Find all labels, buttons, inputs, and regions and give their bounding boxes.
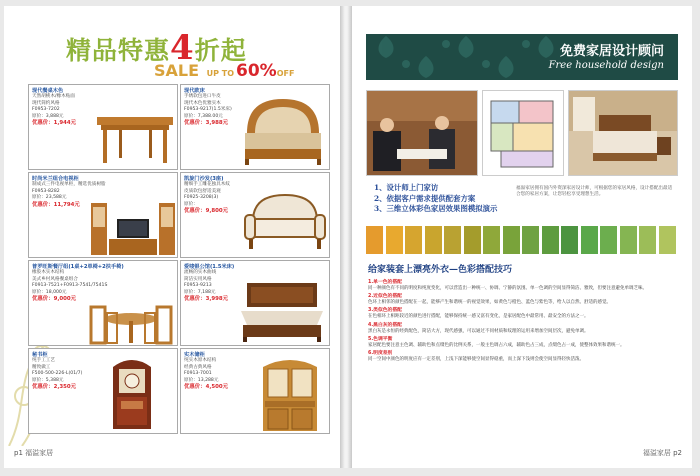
product-desc: 皮质软包舒适美观 <box>184 188 221 194</box>
page-folio-right: 福溢家居 p2 <box>642 449 682 457</box>
product-desc: 纯手工工艺 <box>32 358 55 364</box>
color-swatch <box>464 226 481 254</box>
headline-number: 4 <box>170 28 195 68</box>
product-name: 实木储柜 <box>184 352 205 358</box>
color-swatch <box>522 226 539 254</box>
product-name: 现代欧床 <box>184 88 205 94</box>
product-code: F0953-9213 <box>184 283 212 289</box>
product-card[interactable] <box>28 348 178 434</box>
product-desc: 现代木色优雅实木 <box>184 100 221 106</box>
spread-gutter <box>340 6 352 468</box>
product-code: F0953-8282 <box>32 188 60 194</box>
right-page <box>352 6 692 468</box>
product-original-price: 原价：7,188元 <box>184 289 216 295</box>
color-swatch <box>659 226 676 254</box>
product-code: F0913-7521+F0913-7541/7541S <box>32 283 108 289</box>
product-original-price: 原价：5,388元 <box>32 377 64 383</box>
tip-heading: 4.黑白灰的搭配 <box>368 322 402 328</box>
color-swatch <box>561 226 578 254</box>
product-name: 爱唛银公馆(1.5米床) <box>184 264 235 270</box>
product-sale-price: 优惠价：9,000元 <box>32 296 77 303</box>
service-list <box>374 183 497 215</box>
floorplan-image <box>482 90 564 176</box>
product-info <box>184 88 246 126</box>
china-cabinet-image <box>259 353 321 433</box>
tip-text: 同一空间中颜色的明度应有一定差别，上浅下深能够使空间显得稳重，而上深下浅则会使空间显得轻快活泼。 <box>368 357 584 363</box>
product-original-price: 原价： <box>184 201 198 207</box>
color-swatch <box>386 226 403 254</box>
sale-tagline <box>154 61 294 81</box>
left-page <box>4 6 340 468</box>
product-card[interactable] <box>180 172 330 258</box>
bedroom-render-image <box>568 90 678 176</box>
color-swatch <box>425 226 442 254</box>
tip-text: 家居配色要注意主色调、辅助色和点缀色的比例关系，一般主色调占六成，辅助色占三成，点缀色占一成，使整体效果和谐统一。 <box>368 342 625 348</box>
product-info <box>184 352 246 390</box>
product-desc: 天然胡桃木/橡木贴面 <box>32 94 75 100</box>
product-name: 凯旋门沙发(3座) <box>184 176 224 182</box>
product-original-price: 原价：13,288元 <box>184 377 219 383</box>
consultation-photo <box>366 90 478 176</box>
dining-set-image <box>85 299 177 345</box>
page-folio-left: p1 福溢家居 <box>14 449 54 457</box>
product-name: 现代餐桌木色 <box>32 88 64 94</box>
product-code: F0953-7202 <box>32 107 60 113</box>
tip-text: 在色相环上相距较近的颜色进行搭配，能够保持统一感又富有变化，是家居配色中最常用、最安全的方法之一。 <box>368 314 589 320</box>
product-grid <box>28 84 330 434</box>
product-card[interactable] <box>28 260 178 346</box>
product-desc: 精致做工 <box>32 364 51 370</box>
sale-off: OFF <box>276 69 295 78</box>
product-sale-price: 优惠价：3,988元 <box>184 120 229 127</box>
headline-text-2: 折起 <box>194 36 247 65</box>
product-card[interactable] <box>180 84 330 170</box>
product-desc: 橡胶木实木结构 <box>32 270 65 276</box>
sale-word: SALE <box>154 61 200 80</box>
product-info <box>32 264 172 302</box>
tip-heading: 6.明度差别 <box>368 350 393 356</box>
color-swatch <box>483 226 500 254</box>
secretary-cabinet-image <box>107 353 157 433</box>
sale-upto: UP TO <box>206 69 235 78</box>
product-sale-price: 优惠价：3,998元 <box>184 296 229 303</box>
color-swatch <box>366 226 383 254</box>
product-desc: 现代简约风格 <box>32 100 60 106</box>
product-desc: 经典古典风格 <box>184 364 212 370</box>
color-swatch <box>581 226 598 254</box>
sofa-image <box>243 187 327 253</box>
product-original-price: 原价：18,000元 <box>32 289 67 295</box>
product-original-price: 原价：23,588元 <box>32 195 67 201</box>
color-swatch <box>444 226 461 254</box>
headline-text-1: 精品特惠 <box>66 36 171 65</box>
color-swatch <box>639 226 656 254</box>
product-desc: 美式乡村风格餐桌组合 <box>32 276 78 282</box>
product-code: F0953-9217(1.5米床) <box>184 107 232 113</box>
product-desc: 精细手工雕花独具木纹 <box>184 182 230 188</box>
color-swatch <box>405 226 422 254</box>
product-code: F0925-3208(3) <box>184 195 219 201</box>
product-desc: 流畅的实木曲线 <box>184 270 217 276</box>
service-item: 2、依据客户需求提供配套方案 <box>374 193 476 203</box>
tip-text: 色环上相邻的颜色搭配在一起，能够产生和谐统一的视觉效果，如黄色与橙色、蓝色与紫色等，给人以自然、舒适的感觉。 <box>368 300 611 306</box>
product-desc: 手绣软包进口牛皮 <box>184 94 221 100</box>
service-item: 1、设计师上门家访 <box>374 183 439 192</box>
product-sale-price: 优惠价：9,800元 <box>184 208 229 215</box>
color-swatch <box>620 226 637 254</box>
product-name: 时尚米兰组合电视柜 <box>32 176 79 182</box>
product-card[interactable] <box>28 172 178 258</box>
product-info <box>184 176 246 214</box>
product-card[interactable] <box>28 84 178 170</box>
color-swatch <box>600 226 617 254</box>
product-info <box>32 88 94 126</box>
product-name: 秘书柜 <box>32 352 48 358</box>
product-code: F0913-7001 <box>184 371 212 377</box>
service-item: 3、三维立体彩色家居效果图模拟演示 <box>374 204 498 213</box>
tip-heading: 5.色调平衡 <box>368 336 393 342</box>
design-banner <box>366 34 678 80</box>
product-sale-price: 优惠价：11,794元 <box>32 201 80 208</box>
color-swatch <box>542 226 559 254</box>
product-sale-price: 优惠价：2,350元 <box>32 384 77 391</box>
product-info <box>32 352 94 390</box>
banner-subtitle: Free household design <box>548 60 664 71</box>
section-title: 给家装套上漂亮外衣—色彩搭配技巧 <box>368 265 513 275</box>
tip-text: 同一种颜色有不同的明度和纯度变化，可以营造出一种统一、协调、宁静的氛围。单一色调的空间显得简洁、雅致，但要注意避免单调乏味。 <box>368 286 647 292</box>
product-sale-price: 优惠价：4,500元 <box>184 384 229 391</box>
tip-heading: 3.类似色的搭配 <box>368 308 402 314</box>
product-desc: 简洁实用风格 <box>184 276 212 282</box>
banner-title: 免费家居设计顾问 <box>559 44 664 59</box>
service-description: 福溢家居拥有国内外资深家居设计师，可根据您的家居风格，设计搭配出最适合您的家居方案，让您轻松享受理想生活。 <box>516 186 673 198</box>
color-swatch <box>503 226 520 254</box>
product-original-price: 原价：3,888元 <box>32 113 64 119</box>
product-sale-price: 优惠价：1,944元 <box>32 120 77 127</box>
tips-body <box>368 278 680 363</box>
product-card[interactable] <box>180 260 330 346</box>
product-original-price: 原价：7,388.00元 <box>184 113 223 119</box>
product-desc: 制成式三件电视单柜，精选优质树脂 <box>32 182 106 188</box>
product-name: 普罗旺斯餐厅组(1桌+2单椅+2扶手椅) <box>32 264 124 270</box>
product-card[interactable] <box>180 348 330 434</box>
sale-percent: 60% <box>236 61 277 81</box>
tip-text: 黑白灰是永恒的经典配色，简洁大方，现代感强，可以通过不同材质和纹理的运用来增加空间层次，避免单调。 <box>368 328 589 334</box>
tip-heading: 1.单一色的搭配 <box>368 280 402 285</box>
bed-image <box>239 93 327 167</box>
tv-cabinet-image <box>89 199 177 257</box>
product-code: F500-500-226-L(01/7) <box>32 371 83 377</box>
tip-heading: 2.近似色的搭配 <box>368 294 402 300</box>
bed-frame-image <box>237 281 327 343</box>
damask-pattern <box>366 34 566 80</box>
product-desc: 纯实木原木结构 <box>184 358 217 364</box>
dining-table-image <box>95 109 175 165</box>
